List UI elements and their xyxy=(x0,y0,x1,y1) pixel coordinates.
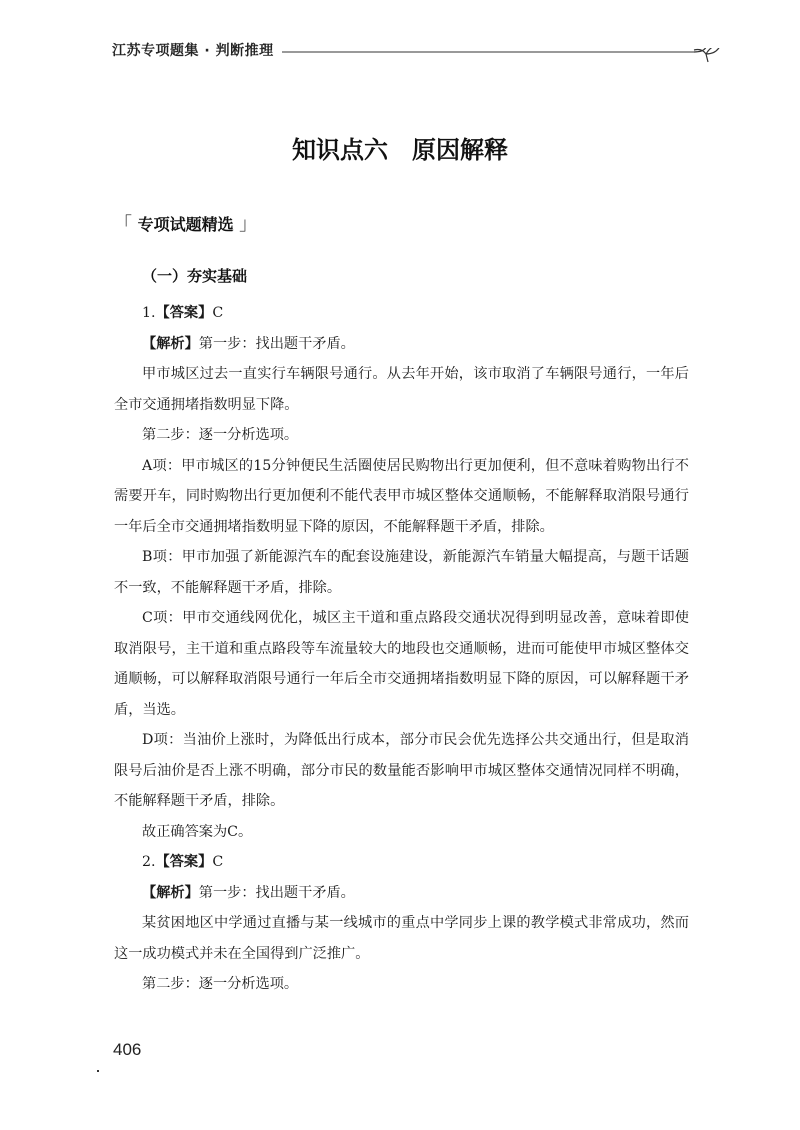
scan-dot xyxy=(97,1070,99,1072)
book-title: 江苏专项题集 · 判断推理 xyxy=(112,43,274,59)
analysis-label: 【解析】 xyxy=(142,884,199,901)
q2-answer-value: C xyxy=(212,854,224,870)
q2-answer xyxy=(114,847,689,878)
sprout-icon xyxy=(694,48,720,62)
q2-step2: 第二步：逐一分析选项。 xyxy=(142,976,299,992)
q2-stem: 某贫困地区中学通过直播与某一线城市的重点中学同步上课的教学模式非常成功，然而这一成功模式并未在全国得到广泛推广。 xyxy=(114,915,689,962)
open-bracket: 「 xyxy=(114,214,132,235)
q1-conclusion: 故正确答案为C。 xyxy=(142,823,253,840)
close-bracket: 」 xyxy=(239,214,258,235)
section-label: 专项试题精选 xyxy=(137,215,234,234)
running-header xyxy=(112,30,724,70)
page-number: 406 xyxy=(113,1040,142,1059)
answer-content xyxy=(114,298,689,1000)
section-heading xyxy=(114,210,257,236)
step-text: 第一步：找出题干矛盾。 xyxy=(198,884,355,901)
q1-answer xyxy=(114,298,689,329)
q2-number: 2. xyxy=(142,854,156,870)
answer-label: 【答案】 xyxy=(155,305,213,321)
q1-step2: 第二步：逐一分析选项。 xyxy=(142,427,299,443)
subsection-heading: （一）夯实基础 xyxy=(142,267,248,285)
header-rule xyxy=(282,48,724,70)
q1-option-a: A项：甲市城区的15分钟便民生活圈使居民购物出行更加便利，但不意味着购物出行不需要开车，同时购物出行更加便利不能代表甲市城区整体交通顺畅，不能解释取消限号通行一年后全市交通拥堵指数明显下降的原因，不能解释题干矛盾，排除。 xyxy=(114,457,689,535)
q1-number: 1. xyxy=(142,305,156,321)
q2-step1 xyxy=(114,878,689,909)
page-title: 知识点六 原因解释 xyxy=(292,136,508,164)
analysis-label: 【解析】 xyxy=(142,335,199,352)
answer-label: 【答案】 xyxy=(155,854,213,870)
q1-step1 xyxy=(114,329,689,360)
q1-option-c: C项：甲市交通线网优化，城区主干道和重点路段交通状况得到明显改善，意味着即使取消限号，主干道和重点路段等车流量较大的地段也交通顺畅，进而可能使甲市城区整体交通顺畅，可以解释取消限号通行一年后全市交通拥堵指数明显下降的原因，可以解释题干矛盾，当选。 xyxy=(114,610,689,718)
step-text: 第一步：找出题干矛盾。 xyxy=(198,335,355,352)
q1-stem: 甲市城区过去一直实行车辆限号通行。从去年开始，该市取消了车辆限号通行，一年后全市交通拥堵指数明显下降。 xyxy=(114,366,689,413)
q1-option-d: D项：当油价上涨时，为降低出行成本，部分市民会优先选择公共交通出行，但是取消限号后油价是否上涨不明确，部分市民的数量能否影响甲市城区整体交通情况同样不明确，不能解释题干矛盾，排除。 xyxy=(114,732,689,809)
q1-option-b: B项：甲市加强了新能源汽车的配套设施建设，新能源汽车销量大幅提高，与题干话题不一致，不能解释题干矛盾，排除。 xyxy=(114,549,689,596)
q1-answer-value: C xyxy=(212,305,224,321)
